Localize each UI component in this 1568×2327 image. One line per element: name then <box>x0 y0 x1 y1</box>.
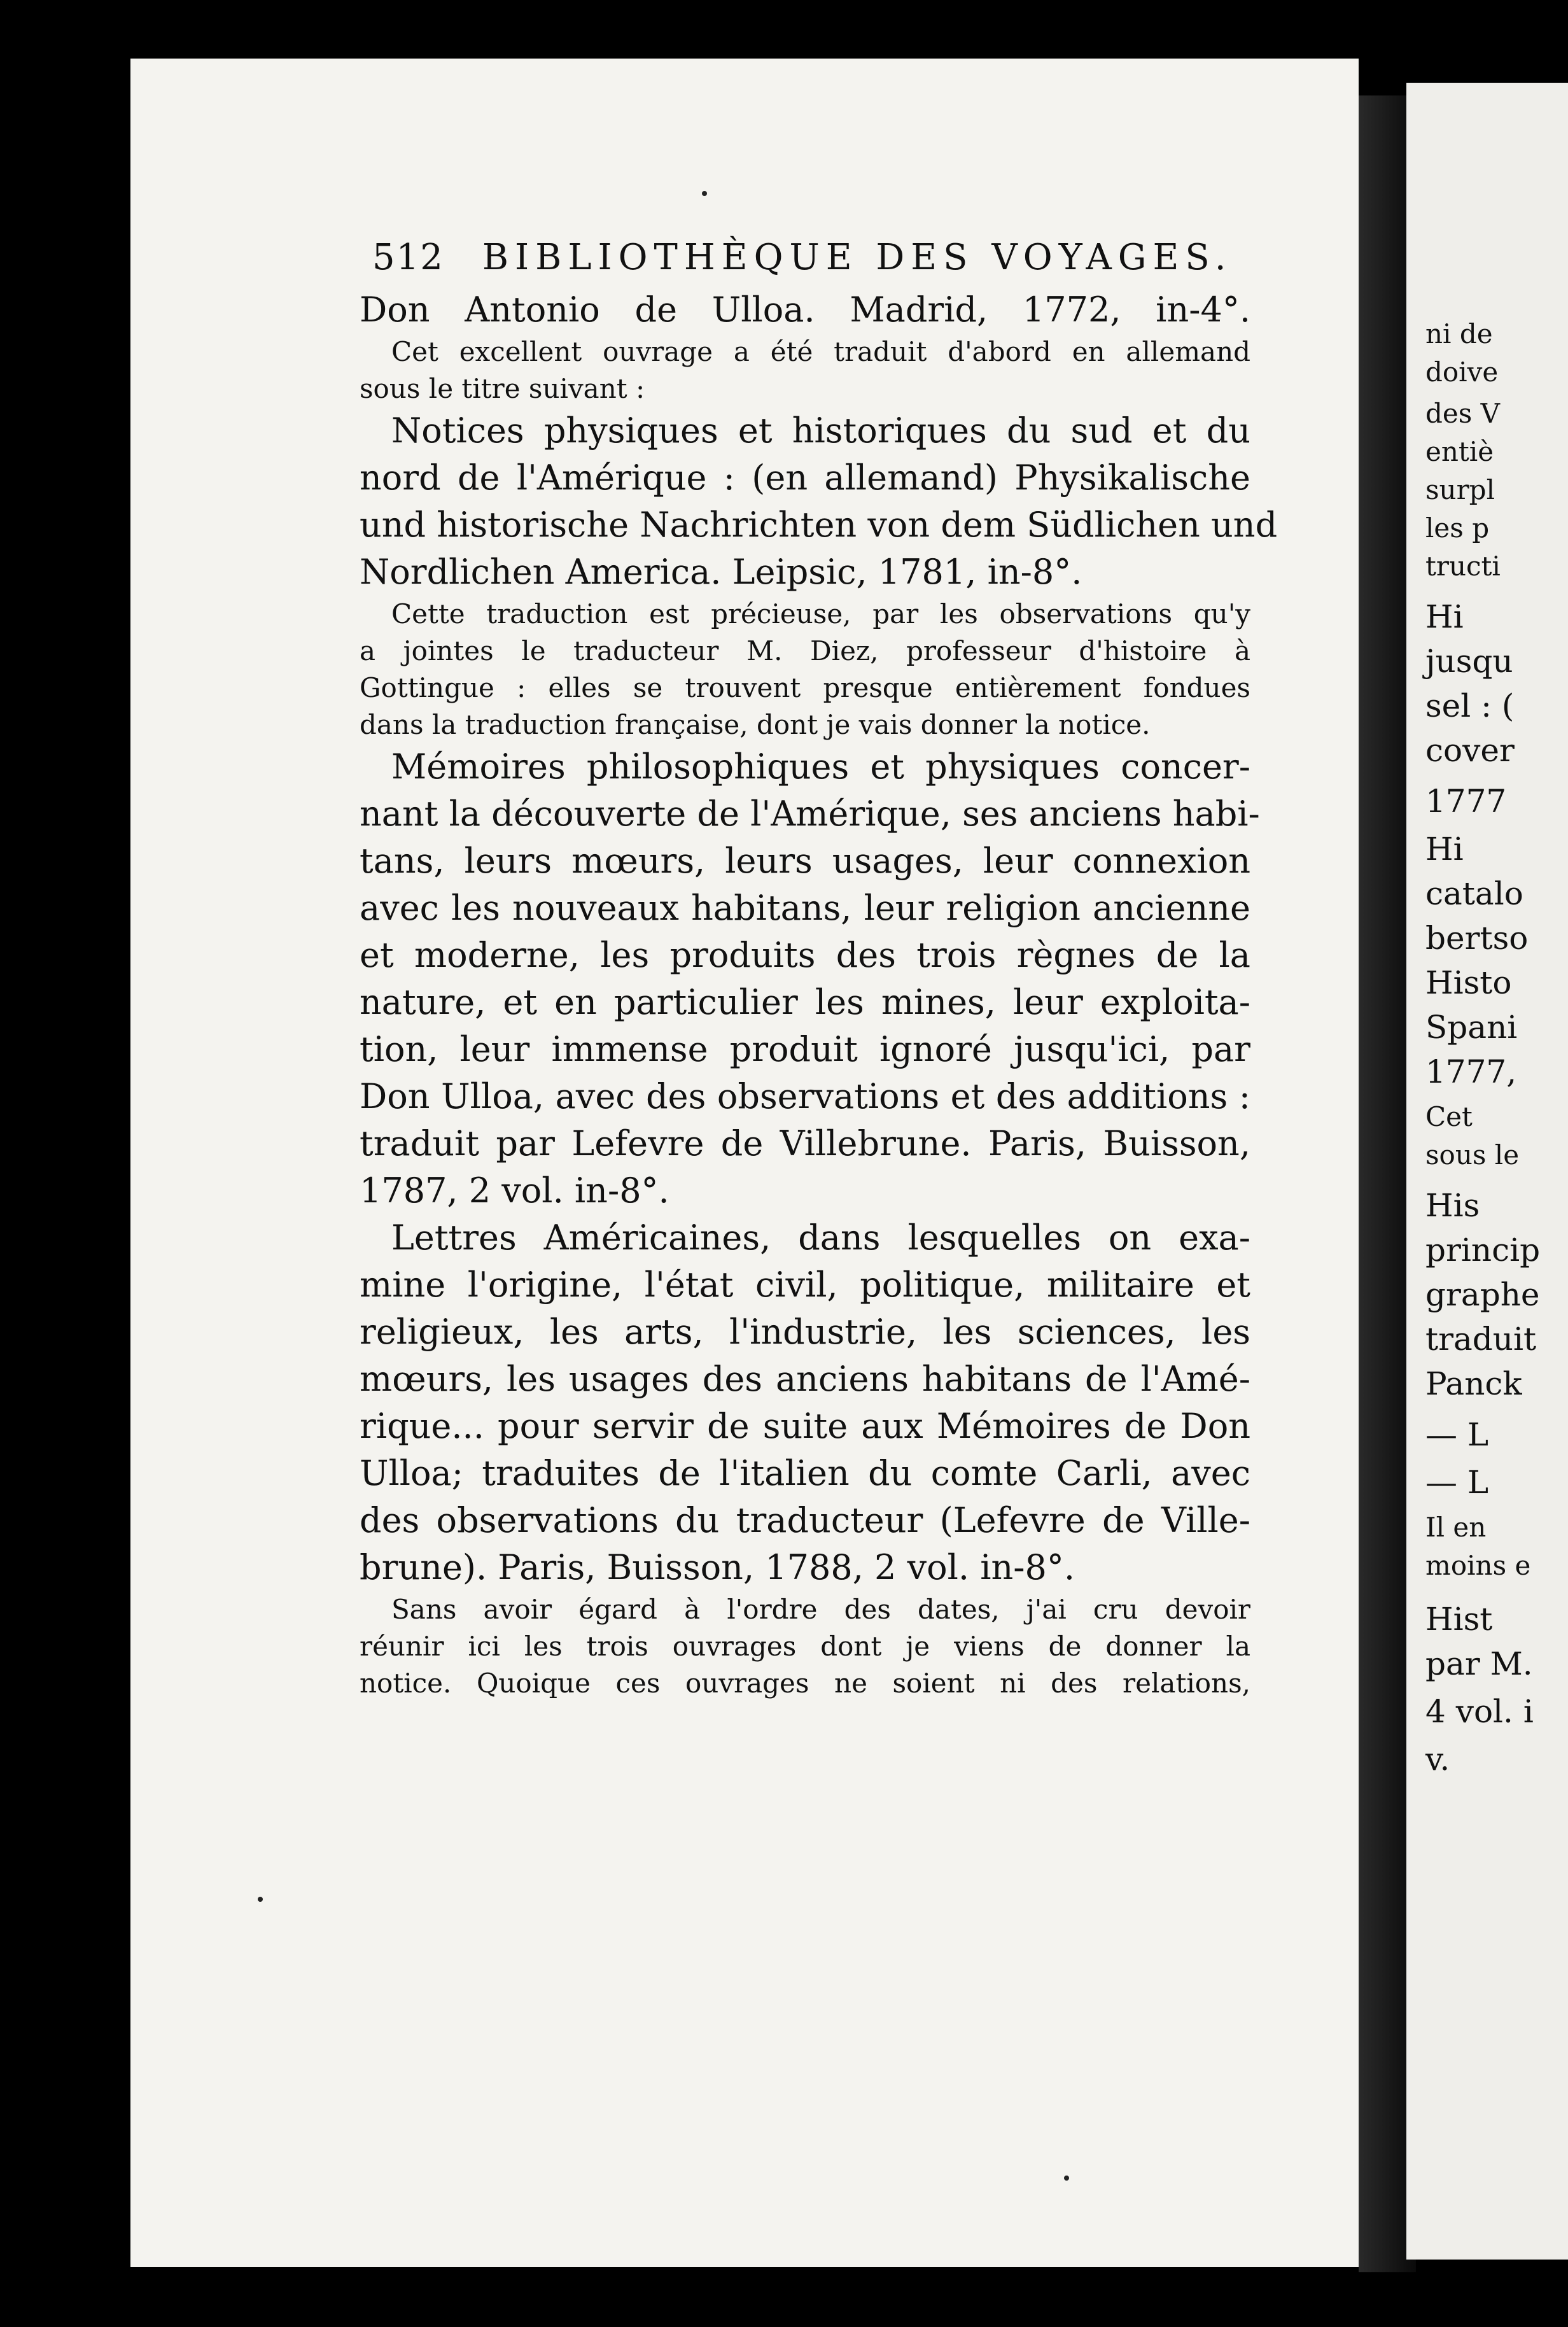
print-speck <box>258 1897 263 1902</box>
right-text-fragment: 4 vol. i <box>1425 1693 1534 1730</box>
text-line: Lettres Américaines, dans lesquelles on exa- <box>391 1218 1250 1258</box>
text-line: religieux, les arts, l'industrie, les sciences, les <box>360 1312 1250 1352</box>
text-line: Cette traduction est précieuse, par les observations qu'y <box>391 598 1250 629</box>
text-line: notice. Quoique ces ouvrages ne soient ni des relations, <box>360 1668 1250 1699</box>
text-line: et moderne, les produits des trois règnes de la <box>360 935 1250 975</box>
text-line: mine l'origine, l'état civil, politique, militaire et <box>360 1265 1250 1305</box>
running-head-title: BIBLIOTHÈQUE DES VOYAGES. <box>482 237 1233 278</box>
right-text-fragment: Il en <box>1425 1512 1487 1543</box>
right-text-fragment: moins e <box>1425 1550 1531 1581</box>
right-text-fragment: par M. <box>1425 1645 1533 1682</box>
right-text-fragment: doive <box>1425 356 1499 388</box>
text-line: nord de l'Amérique : (en allemand) Physikalische <box>360 458 1250 498</box>
right-text-fragment: des V <box>1425 398 1500 429</box>
right-text-fragment: His <box>1425 1187 1480 1224</box>
right-text-fragment: surpl <box>1425 474 1495 505</box>
text-line: Gottingue : elles se trouvent presque entièrement fondues <box>360 672 1250 703</box>
text-line: traduit par Lefevre de Villebrune. Paris, Buisson, <box>360 1123 1250 1164</box>
text-line: Ulloa; traduites de l'italien du comte Carli, avec <box>360 1453 1250 1493</box>
right-text-fragment: entiè <box>1425 436 1494 467</box>
text-line: Don Ulloa, avec des observations et des additions : <box>360 1076 1250 1116</box>
right-text-fragment: — L <box>1425 1464 1489 1501</box>
text-line: Mémoires philosophiques et physiques concer- <box>391 747 1250 787</box>
right-text-fragment: princip <box>1425 1232 1541 1269</box>
text-line: rique... pour servir de suite aux Mémoires de Don <box>360 1406 1250 1446</box>
right-text-fragment: ni de <box>1425 318 1493 349</box>
text-line: Nordlichen America. Leipsic, 1781, in-8°. <box>360 552 1082 592</box>
text-line: Sans avoir égard à l'ordre des dates, j'ai cru devoir <box>391 1594 1250 1625</box>
right-text-fragment: jusqu <box>1425 643 1513 680</box>
text-line: réunir ici les trois ouvrages dont je viens de donner la <box>360 1631 1250 1662</box>
right-text-fragment: — L <box>1425 1416 1489 1453</box>
text-line: des observations du traducteur (Lefevre de Ville- <box>360 1500 1250 1540</box>
text-line: tion, leur immense produit ignoré jusqu'ici, par <box>360 1029 1250 1069</box>
text-line: brune). Paris, Buisson, 1788, 2 vol. in-8°. <box>360 1547 1075 1587</box>
text-line: Cet excellent ouvrage a été traduit d'abord en allemand <box>391 336 1250 367</box>
text-line: sous le titre suivant : <box>360 373 645 404</box>
text-line: 1787, 2 vol. in-8°. <box>360 1171 669 1211</box>
right-text-fragment: tructi <box>1425 551 1501 582</box>
text-line: nant la découverte de l'Amérique, ses anciens habi- <box>360 794 1260 834</box>
right-text-fragment: Hi <box>1425 831 1464 868</box>
right-text-fragment: sel : ( <box>1425 687 1515 724</box>
text-line: dans la traduction française, dont je vais donner la notice. <box>360 709 1151 740</box>
text-line: tans, leurs mœurs, leurs usages, leur connexion <box>360 841 1250 881</box>
text-line: und historische Nachrichten von dem Südlichen und <box>360 505 1278 545</box>
text-line: a jointes le traducteur M. Diez, professeur d'histoire à <box>360 635 1250 666</box>
right-text-fragment: sous le <box>1425 1139 1520 1171</box>
text-line: mœurs, les usages des anciens habitans de l'Amé- <box>360 1359 1250 1399</box>
right-text-fragment: Hist <box>1425 1601 1493 1638</box>
right-text-fragment: Cet <box>1425 1101 1473 1132</box>
text-line: Don Antonio de Ulloa. Madrid, 1772, in-4°. <box>360 290 1250 330</box>
left-page-body <box>360 286 1278 1702</box>
right-text-fragment: 1777, <box>1425 1053 1517 1090</box>
page-number: 512 <box>372 237 444 278</box>
right-book-page <box>1406 83 1568 2260</box>
print-speck <box>702 191 707 196</box>
right-text-fragment: les p <box>1425 512 1490 544</box>
right-text-fragment: traduit <box>1425 1321 1537 1358</box>
right-text-fragment: v. <box>1425 1741 1450 1778</box>
print-speck <box>1064 2176 1069 2181</box>
right-text-fragment: Hi <box>1425 598 1464 635</box>
right-text-fragment: Spani <box>1425 1009 1518 1046</box>
right-text-fragment: Histo <box>1425 964 1512 1001</box>
right-text-fragment: cover <box>1425 732 1515 769</box>
right-text-fragment: graphe <box>1425 1276 1540 1313</box>
right-text-fragment: Panck <box>1425 1365 1522 1402</box>
text-line: nature, et en particulier les mines, leur exploita- <box>360 982 1250 1022</box>
running-header <box>372 237 1233 278</box>
text-line: avec les nouveaux habitans, leur religion ancienne <box>360 888 1250 928</box>
right-text-fragment: bertso <box>1425 920 1529 957</box>
right-text-fragment: 1777 <box>1425 783 1507 820</box>
right-text-fragment: catalo <box>1425 875 1523 912</box>
text-line: Notices physiques et historiques du sud et du <box>391 411 1250 451</box>
